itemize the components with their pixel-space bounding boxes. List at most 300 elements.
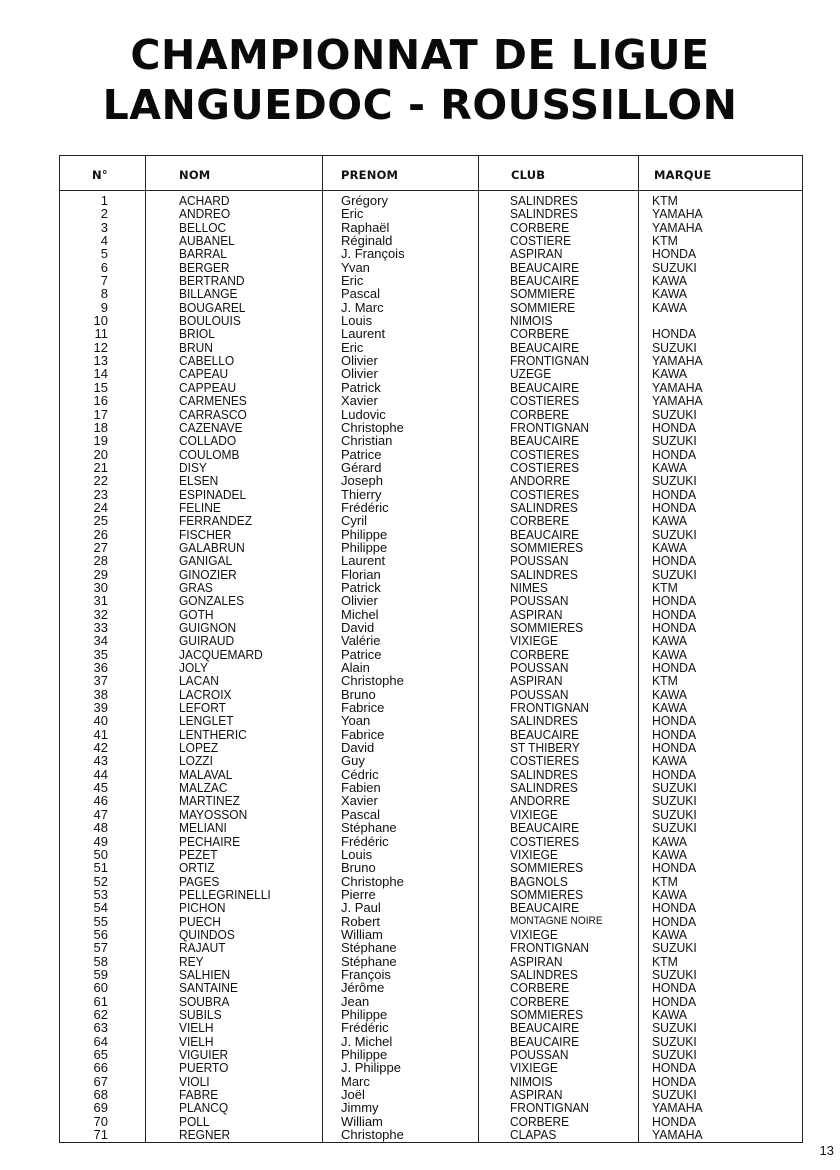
row-marque: KAWA — [652, 846, 688, 862]
table-row — [60, 1128, 804, 1141]
row-prenom: Yoan — [341, 713, 371, 729]
row-nom: PAGES — [179, 873, 220, 889]
row-nom: LACROIX — [179, 686, 232, 702]
row-prenom: Laurent — [341, 553, 386, 569]
row-marque: KTM — [652, 873, 678, 889]
row-marque: HONDA — [652, 993, 697, 1009]
row-prenom: Pascal — [341, 806, 381, 822]
table-row — [60, 1061, 804, 1074]
table-row — [60, 754, 804, 767]
row-club: SALINDRES — [510, 713, 578, 729]
row-number: 52 — [93, 873, 108, 889]
row-club: POUSSAN — [510, 553, 569, 569]
header-marque: MARQUE — [654, 168, 712, 182]
row-nom: COULOMB — [179, 446, 240, 462]
row-number: 60 — [93, 980, 108, 996]
row-prenom: Stéphane — [341, 953, 397, 969]
row-nom: BARRAL — [179, 246, 227, 262]
row-nom: AUBANEL — [179, 233, 235, 249]
row-prenom: Eric — [341, 206, 364, 222]
row-prenom: Olivier — [341, 366, 378, 382]
row-number: 66 — [93, 1060, 108, 1076]
row-club: SOMMIERES — [510, 1006, 584, 1022]
row-nom: BILLANGE — [179, 286, 238, 302]
title-line-1: CHAMPIONNAT DE LIGUE — [130, 31, 710, 79]
table-row — [60, 608, 804, 621]
row-number: 64 — [93, 1033, 108, 1049]
row-number: 16 — [93, 393, 108, 409]
table-row — [60, 634, 804, 647]
table-row — [60, 461, 804, 474]
row-marque: HONDA — [652, 486, 697, 502]
row-number: 71 — [93, 1127, 108, 1143]
row-nom: FISCHER — [179, 526, 232, 542]
row-number: 20 — [93, 446, 108, 462]
row-club: CORBERE — [510, 406, 570, 422]
table-row — [60, 474, 804, 487]
row-prenom: J. Philippe — [341, 1060, 401, 1076]
row-club: ANDORRE — [510, 793, 570, 809]
header-rule — [60, 190, 802, 191]
row-nom: CARRASCO — [179, 406, 247, 422]
table-row — [60, 1048, 804, 1061]
row-club: COSTIERES — [510, 486, 580, 502]
row-number: 70 — [93, 1113, 108, 1129]
row-club: BEAUCAIRE — [510, 339, 580, 355]
row-nom: SANTAINE — [179, 980, 238, 996]
row-nom: ORTIZ — [179, 860, 215, 876]
table-row — [60, 501, 804, 514]
row-marque: YAMAHA — [652, 1100, 703, 1116]
row-number: 59 — [93, 966, 108, 982]
row-marque: HONDA — [652, 606, 697, 622]
row-marque: HONDA — [652, 740, 697, 756]
row-number: 48 — [93, 820, 108, 836]
row-marque: HONDA — [652, 860, 697, 876]
table-row — [60, 928, 804, 941]
row-prenom: Xavier — [341, 393, 378, 409]
row-nom: LENGLET — [179, 713, 234, 729]
row-marque: HONDA — [652, 900, 697, 916]
row-club: ST THIBERY — [510, 740, 580, 756]
row-prenom: Gérard — [341, 459, 382, 475]
table-row — [60, 301, 804, 314]
row-marque: KAWA — [652, 1006, 688, 1022]
row-marque: KAWA — [652, 753, 688, 769]
table-row — [60, 247, 804, 260]
row-club: FRONTIGNAN — [510, 1100, 590, 1116]
row-prenom: François — [341, 966, 391, 982]
table-row — [60, 888, 804, 901]
table-row — [60, 314, 804, 327]
row-nom: ACHARD — [179, 193, 230, 208]
row-nom: DISY — [179, 459, 207, 475]
row-club: FRONTIGNAN — [510, 940, 590, 956]
row-marque: SUZUKI — [652, 433, 697, 449]
table-row — [60, 781, 804, 794]
row-club: VIXIEGE — [510, 846, 558, 862]
row-club: BAGNOLS — [510, 873, 568, 889]
row-nom: ANDREO — [179, 206, 231, 222]
row-nom: RAJAUT — [179, 940, 226, 956]
row-prenom: Joël — [341, 1087, 365, 1103]
row-number: 9 — [100, 299, 108, 315]
row-marque: SUZUKI — [652, 793, 697, 809]
row-marque: SUZUKI — [652, 1047, 697, 1062]
row-nom: FELINE — [179, 499, 221, 515]
row-nom: CAPEAU — [179, 366, 229, 382]
row-prenom: Christophe — [341, 1127, 404, 1143]
row-number: 50 — [93, 846, 108, 862]
row-prenom: William — [341, 1113, 383, 1129]
row-prenom: David — [341, 740, 375, 756]
row-number: 27 — [93, 539, 108, 555]
row-prenom: Christophe — [341, 673, 404, 689]
row-club: NIMES — [510, 579, 548, 595]
table-row — [60, 514, 804, 527]
row-number: 62 — [93, 1006, 108, 1022]
row-number: 8 — [100, 286, 108, 302]
table-row — [60, 848, 804, 861]
page-number: 13 — [819, 1143, 834, 1158]
row-club: BEAUCAIRE — [510, 433, 580, 449]
row-number: 54 — [93, 900, 108, 916]
table-row — [60, 861, 804, 874]
row-number: 56 — [93, 926, 108, 942]
row-number: 67 — [93, 1073, 108, 1089]
row-club: CORBERE — [510, 326, 570, 342]
row-prenom: Joseph — [341, 473, 383, 489]
row-club: BEAUCAIRE — [510, 259, 580, 275]
row-club: BEAUCAIRE — [510, 1033, 580, 1049]
table-row — [60, 1088, 804, 1101]
table-row — [60, 821, 804, 834]
row-nom: VIELH — [179, 1020, 214, 1036]
row-club: VIXIEGE — [510, 806, 558, 822]
row-club: FRONTIGNAN — [510, 353, 590, 369]
row-number: 1 — [100, 193, 108, 208]
row-club: SOMMIERE — [510, 286, 576, 302]
row-club: VIXIEGE — [510, 926, 558, 942]
row-marque: SUZUKI — [652, 259, 697, 275]
row-nom: CAPPEAU — [179, 379, 237, 395]
table-row — [60, 835, 804, 848]
row-prenom: Philippe — [341, 1047, 388, 1062]
row-prenom: Alain — [341, 660, 370, 676]
table-row — [60, 408, 804, 421]
row-number: 53 — [93, 886, 108, 902]
row-nom: PEZET — [179, 846, 218, 862]
row-nom: REGNER — [179, 1127, 231, 1143]
table-row — [60, 221, 804, 234]
row-nom: BERTRAND — [179, 273, 245, 289]
row-prenom: Louis — [341, 313, 373, 329]
row-prenom: Bruno — [341, 860, 376, 876]
row-number: 21 — [93, 459, 108, 475]
row-nom: LENTHERIC — [179, 726, 247, 742]
table-row — [60, 234, 804, 247]
row-nom: PLANCQ — [179, 1100, 229, 1116]
table-row — [60, 488, 804, 501]
row-number: 42 — [93, 740, 108, 756]
row-number: 69 — [93, 1100, 108, 1116]
row-nom: SALHIEN — [179, 966, 231, 982]
row-marque: HONDA — [652, 593, 697, 609]
table-row — [60, 1115, 804, 1128]
row-club: ANDORRE — [510, 473, 570, 489]
row-nom: REY — [179, 953, 204, 969]
row-prenom: J. Michel — [341, 1033, 393, 1049]
table-row — [60, 594, 804, 607]
row-marque: SUZUKI — [652, 1020, 697, 1036]
table-row — [60, 1075, 804, 1088]
row-nom: PUERTO — [179, 1060, 229, 1076]
table-row — [60, 554, 804, 567]
table-row — [60, 941, 804, 954]
row-marque: SUZUKI — [652, 1087, 697, 1103]
row-prenom: Patrice — [341, 446, 382, 462]
row-nom: VIELH — [179, 1033, 214, 1049]
row-prenom: Valérie — [341, 633, 381, 649]
table-row — [60, 1021, 804, 1034]
row-number: 3 — [100, 219, 108, 235]
row-prenom: Raphaël — [341, 219, 390, 235]
row-club: SALINDRES — [510, 193, 578, 208]
row-marque: KAWA — [652, 700, 688, 716]
row-number: 34 — [93, 633, 108, 649]
row-marque: SUZUKI — [652, 780, 697, 796]
row-marque: HONDA — [652, 326, 697, 342]
table-row — [60, 381, 804, 394]
row-club: FRONTIGNAN — [510, 419, 590, 435]
page-title — [0, 30, 840, 130]
row-nom: MALAVAL — [179, 766, 233, 782]
row-prenom: Robert — [341, 913, 381, 929]
row-prenom: Michel — [341, 606, 379, 622]
row-club: MONTAGNE NOIRE — [510, 914, 603, 927]
row-nom: ELSEN — [179, 473, 219, 489]
row-nom: GINOZIER — [179, 566, 237, 582]
row-marque: KAWA — [652, 886, 688, 902]
row-nom: BOUGAREL — [179, 299, 246, 315]
row-number: 18 — [93, 419, 108, 435]
table-row — [60, 981, 804, 994]
row-marque: SUZUKI — [652, 940, 697, 956]
row-nom: MARTINEZ — [179, 793, 240, 809]
row-marque: SUZUKI — [652, 806, 697, 822]
row-number: 45 — [93, 780, 108, 796]
row-prenom: Florian — [341, 566, 381, 582]
row-marque: KAWA — [652, 459, 688, 475]
row-number: 36 — [93, 660, 108, 676]
table-row — [60, 207, 804, 220]
row-number: 35 — [93, 646, 108, 662]
table-row — [60, 434, 804, 447]
row-marque: SUZUKI — [652, 526, 697, 542]
row-marque: HONDA — [652, 446, 697, 462]
results-table — [59, 155, 803, 1143]
row-number: 38 — [93, 686, 108, 702]
row-club: SOMMIERES — [510, 539, 584, 555]
row-club: BEAUCAIRE — [510, 273, 580, 289]
row-prenom: Frédéric — [341, 1020, 389, 1036]
row-marque: YAMAHA — [652, 353, 703, 369]
table-row — [60, 367, 804, 380]
row-number: 2 — [100, 206, 108, 222]
row-number: 6 — [100, 259, 108, 275]
row-prenom: Laurent — [341, 326, 386, 342]
table-row — [60, 568, 804, 581]
row-club: SOMMIERES — [510, 860, 584, 876]
row-number: 10 — [93, 313, 108, 329]
table-row — [60, 968, 804, 981]
row-marque: HONDA — [652, 499, 697, 515]
table-row — [60, 194, 804, 207]
row-club: BEAUCAIRE — [510, 1020, 580, 1036]
row-number: 43 — [93, 753, 108, 769]
row-prenom: Yvan — [341, 259, 370, 275]
row-number: 63 — [93, 1020, 108, 1036]
row-marque: KAWA — [652, 286, 688, 302]
row-prenom: Eric — [341, 339, 364, 355]
row-nom: JOLY — [179, 660, 209, 676]
row-marque: KTM — [652, 953, 678, 969]
row-club: ASPIRAN — [510, 246, 563, 262]
row-prenom: Philippe — [341, 526, 388, 542]
row-prenom: J. Marc — [341, 299, 384, 315]
row-club: BEAUCAIRE — [510, 900, 580, 916]
row-club: BEAUCAIRE — [510, 526, 580, 542]
row-marque: YAMAHA — [652, 1127, 703, 1143]
row-club: VIXIEGE — [510, 1060, 558, 1076]
table-row — [60, 808, 804, 821]
row-club: UZEGE — [510, 366, 552, 382]
row-marque: KTM — [652, 673, 678, 689]
row-number: 47 — [93, 806, 108, 822]
row-number: 49 — [93, 833, 108, 849]
row-prenom: Philippe — [341, 539, 388, 555]
row-club: SOMMIERES — [510, 620, 584, 635]
row-prenom: J. François — [341, 246, 405, 262]
row-prenom: Christian — [341, 433, 393, 449]
row-club: COSTIERES — [510, 833, 580, 849]
row-club: CORBERE — [510, 219, 570, 235]
row-club: ASPIRAN — [510, 606, 563, 622]
row-nom: GUIGNON — [179, 620, 237, 635]
row-nom: POLL — [179, 1113, 210, 1129]
header-nom: NOM — [179, 168, 211, 182]
row-club: POUSSAN — [510, 686, 569, 702]
table-row — [60, 274, 804, 287]
row-nom: BERGER — [179, 259, 230, 275]
row-club: CORBERE — [510, 513, 570, 529]
row-club: BEAUCAIRE — [510, 820, 580, 836]
row-club: SALINDRES — [510, 966, 578, 982]
row-number: 39 — [93, 700, 108, 716]
row-nom: LACAN — [179, 673, 219, 689]
row-marque: HONDA — [652, 980, 697, 996]
row-marque: HONDA — [652, 660, 697, 676]
table-row — [60, 528, 804, 541]
row-prenom: Louis — [341, 846, 373, 862]
row-prenom: Frédéric — [341, 833, 389, 849]
row-marque: SUZUKI — [652, 473, 697, 489]
row-number: 11 — [94, 326, 108, 342]
row-nom: SOUBRA — [179, 993, 230, 1009]
row-number: 14 — [93, 366, 108, 382]
row-marque: HONDA — [652, 553, 697, 569]
row-marque: YAMAHA — [652, 393, 703, 409]
row-number: 61 — [93, 993, 108, 1009]
row-prenom: Fabien — [341, 780, 381, 796]
row-number: 51 — [93, 860, 108, 876]
row-prenom: Xavier — [341, 793, 378, 809]
row-marque: HONDA — [652, 1073, 697, 1089]
row-marque: YAMAHA — [652, 206, 703, 222]
row-prenom: Jean — [341, 993, 370, 1009]
row-number: 41 — [93, 726, 108, 742]
row-nom: PUECH — [179, 913, 221, 929]
row-marque: KAWA — [652, 366, 688, 382]
row-marque: HONDA — [652, 726, 697, 742]
row-nom: LOZZI — [179, 753, 213, 769]
row-club: SALINDRES — [510, 766, 578, 782]
row-club: VIXIEGE — [510, 633, 558, 649]
row-number: 25 — [93, 513, 108, 529]
row-marque: KAWA — [652, 926, 688, 942]
row-club: ASPIRAN — [510, 953, 563, 969]
row-club: CORBERE — [510, 980, 570, 996]
row-club: COSTIERE — [510, 233, 572, 249]
row-club: BEAUCAIRE — [510, 379, 580, 395]
row-nom: BOULOUIS — [179, 313, 241, 329]
row-prenom: Philippe — [341, 1006, 388, 1022]
row-marque: HONDA — [652, 419, 697, 435]
row-club: COSTIERES — [510, 446, 580, 462]
row-prenom: Olivier — [341, 593, 378, 609]
row-marque: SUZUKI — [652, 966, 697, 982]
row-nom: QUINDOS — [179, 926, 235, 942]
row-prenom: Olivier — [341, 353, 378, 369]
table-row — [60, 688, 804, 701]
row-prenom: Eric — [341, 273, 364, 289]
row-prenom: Christophe — [341, 419, 404, 435]
row-nom: LOPEZ — [179, 740, 219, 756]
row-number: 7 — [100, 273, 108, 289]
row-nom: FERRANDEZ — [179, 513, 253, 529]
table-row — [60, 728, 804, 741]
row-prenom: Christophe — [341, 873, 404, 889]
table-row — [60, 875, 804, 888]
row-marque: SUZUKI — [652, 1033, 697, 1049]
table-row — [60, 901, 804, 914]
row-club: CLAPAS — [510, 1127, 557, 1143]
row-club: BEAUCAIRE — [510, 726, 580, 742]
row-marque: SUZUKI — [652, 820, 697, 836]
table-row — [60, 621, 804, 634]
row-marque: KAWA — [652, 686, 688, 702]
row-nom: ESPINADEL — [179, 486, 247, 502]
row-nom: GRAS — [179, 579, 213, 595]
row-number: 37 — [93, 673, 108, 689]
row-prenom: Fabrice — [341, 726, 385, 742]
row-marque: SUZUKI — [652, 339, 697, 355]
row-nom: BELLOC — [179, 219, 227, 235]
table-row — [60, 1008, 804, 1021]
row-club: CORBERE — [510, 1113, 570, 1129]
row-marque: HONDA — [652, 713, 697, 729]
row-nom: GONZALES — [179, 593, 245, 609]
